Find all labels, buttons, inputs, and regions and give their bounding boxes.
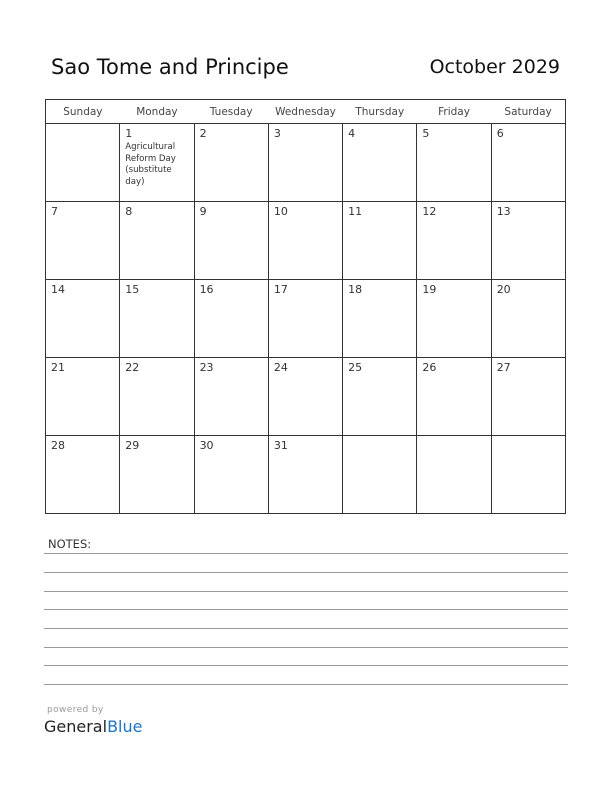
day-cell (120, 280, 194, 358)
day-cell (268, 280, 342, 358)
weekday-header: Wednesday (268, 100, 342, 124)
day-cell (491, 280, 565, 358)
brand-general: General (44, 717, 108, 736)
day-cell (268, 202, 342, 280)
day-number: 5 (422, 127, 430, 140)
day-cell (491, 436, 565, 514)
day-cell (343, 202, 417, 280)
day-cell (491, 124, 565, 202)
notes-line (44, 665, 568, 666)
notes-line (44, 609, 568, 610)
day-cell (120, 358, 194, 436)
brand-logo (44, 717, 142, 736)
day-cell (46, 280, 120, 358)
day-cell (491, 202, 565, 280)
day-number: 31 (273, 439, 288, 452)
day-number: 29 (125, 439, 140, 452)
day-number: 15 (125, 283, 140, 296)
day-number: 12 (422, 205, 437, 218)
weekday-header-row (46, 100, 566, 124)
day-cell (194, 202, 268, 280)
day-cell (194, 436, 268, 514)
day-cell (46, 436, 120, 514)
day-cell (491, 358, 565, 436)
week-row (46, 358, 566, 436)
day-number: 17 (273, 283, 288, 296)
weekday-header: Saturday (491, 100, 565, 124)
page-title: Sao Tome and Principe (51, 55, 289, 79)
day-cell (120, 436, 194, 514)
powered-by-label: powered by (47, 705, 104, 715)
day-number: 23 (199, 361, 214, 374)
day-number: 28 (51, 439, 65, 452)
day-number: 26 (422, 361, 437, 374)
day-number: 10 (273, 205, 288, 218)
day-cell (268, 436, 342, 514)
day-number: 25 (348, 361, 363, 374)
day-number: 30 (199, 439, 214, 452)
day-cell (268, 124, 342, 202)
day-number: 22 (125, 361, 140, 374)
day-number: 7 (51, 205, 58, 218)
day-cell (417, 280, 491, 358)
day-cell (343, 358, 417, 436)
week-row (46, 124, 566, 202)
day-number: 27 (496, 361, 511, 374)
week-row (46, 280, 566, 358)
day-number: 24 (273, 361, 288, 374)
notes-line (44, 647, 568, 648)
weekday-header: Sunday (46, 100, 120, 124)
day-number: 4 (348, 127, 356, 140)
notes-line (44, 684, 568, 685)
weekday-header: Thursday (343, 100, 417, 124)
day-number: 3 (273, 127, 281, 140)
day-number: 9 (199, 205, 207, 218)
notes-line (44, 591, 568, 592)
day-cell (417, 358, 491, 436)
weekday-header: Friday (417, 100, 491, 124)
notes-line (44, 553, 568, 554)
week-row (46, 202, 566, 280)
day-cell (194, 358, 268, 436)
day-number: 20 (496, 283, 511, 296)
day-number: 19 (422, 283, 437, 296)
day-cell (343, 280, 417, 358)
day-cell (417, 124, 491, 202)
notes-line (44, 628, 568, 629)
day-cell (268, 358, 342, 436)
day-number: 16 (199, 283, 214, 296)
weekday-header: Tuesday (194, 100, 268, 124)
day-number: 14 (51, 283, 65, 296)
day-number: 21 (51, 361, 65, 374)
calendar-grid (45, 99, 566, 514)
day-cell (194, 124, 268, 202)
month-year: October 2029 (429, 56, 560, 78)
brand-blue: Blue (107, 717, 143, 736)
day-cell (46, 124, 120, 202)
weekday-header: Monday (120, 100, 194, 124)
day-number: 18 (348, 283, 363, 296)
day-cell (46, 202, 120, 280)
day-cell (120, 124, 194, 202)
day-cell (120, 202, 194, 280)
day-number: 6 (496, 127, 504, 140)
day-cell (417, 436, 491, 514)
day-cell (343, 436, 417, 514)
holiday-event: Agricultural Reform Day (substitute day) (125, 142, 176, 187)
day-number: 11 (348, 205, 363, 218)
day-number: 2 (199, 127, 207, 140)
day-number: 8 (125, 205, 133, 218)
notes-label: NOTES: (48, 537, 92, 551)
day-number: 1 (125, 127, 133, 140)
notes-line (44, 572, 568, 573)
day-number: 13 (496, 205, 511, 218)
day-cell (46, 358, 120, 436)
day-cell (194, 280, 268, 358)
week-row (46, 436, 566, 514)
day-cell (343, 124, 417, 202)
day-cell (417, 202, 491, 280)
